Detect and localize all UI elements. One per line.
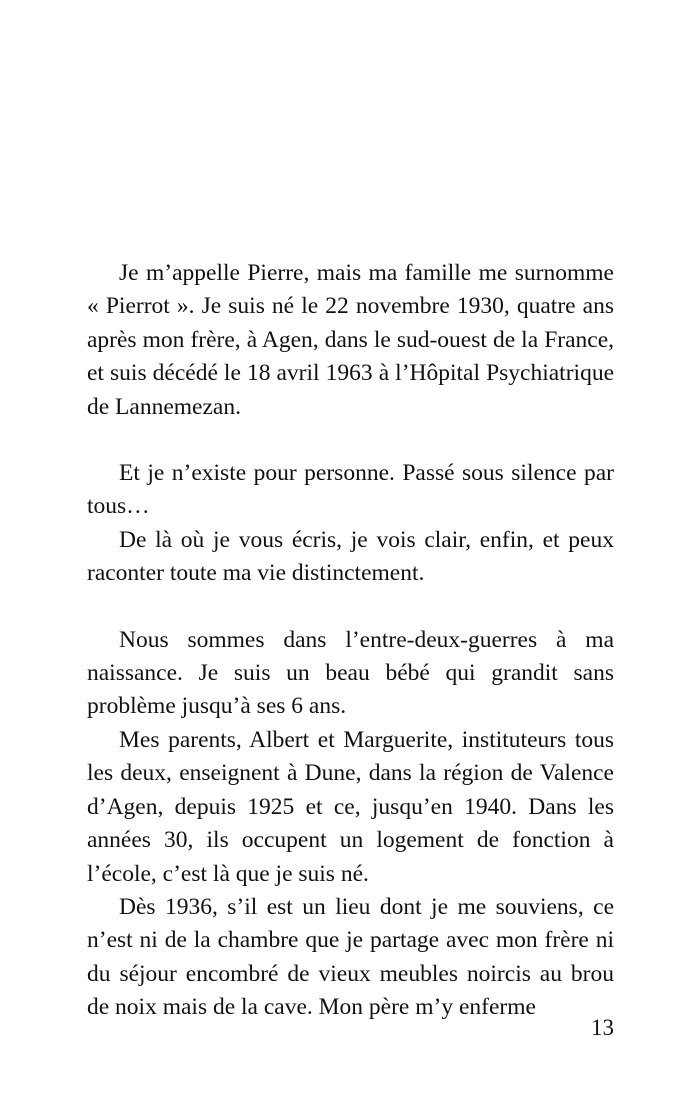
paragraph-birth: Je m’appelle Pierre, mais ma famille me surnomme « Pierrot ». Je suis né le 22 novembre 1930, quatre ans après mon frère, à Agen, dans le sud-ouest de la France, et suis décédé le 18 avril 1963 à l’Hôpital Psychiatrique de Lannemezan. — [87, 260, 614, 420]
paragraph-parents: Mes parents, Albert et Marguerite, instituteurs tous les deux, enseignent à Dune, dans la région de Valence d’Agen, depuis 1925 et ce, jusqu’en 1940. Dans les années 30, ils occupent un logement de fonction à l’école, c’est là que je suis né. — [87, 726, 614, 887]
paragraph-interwar: Nous sommes dans l’entre-deux-guerres à ma naissance. Je suis un beau bébé qui grandit sans problème jusqu’à ses 6 ans. — [87, 626, 614, 720]
page-number: 13 — [591, 1015, 614, 1040]
page-body — [87, 257, 614, 1025]
section-break — [87, 424, 614, 457]
paragraph-cellar: Dès 1936, s’il est un lieu dont je me souviens, ce n’est ni de la chambre que je partage avec mon frère ni du séjour encombré de vieux meubles noircis au brou de noix mais de la cave. Mon père m’y enferme — [87, 893, 614, 1021]
paragraph-writing: De là où je vous écris, je vois clair, enfin, et peux raconter toute ma vie distinctement. — [87, 526, 614, 587]
section-break — [87, 591, 614, 624]
paragraph-nonexistence: Et je n’existe pour personne. Passé sous silence par tous… — [87, 460, 614, 520]
